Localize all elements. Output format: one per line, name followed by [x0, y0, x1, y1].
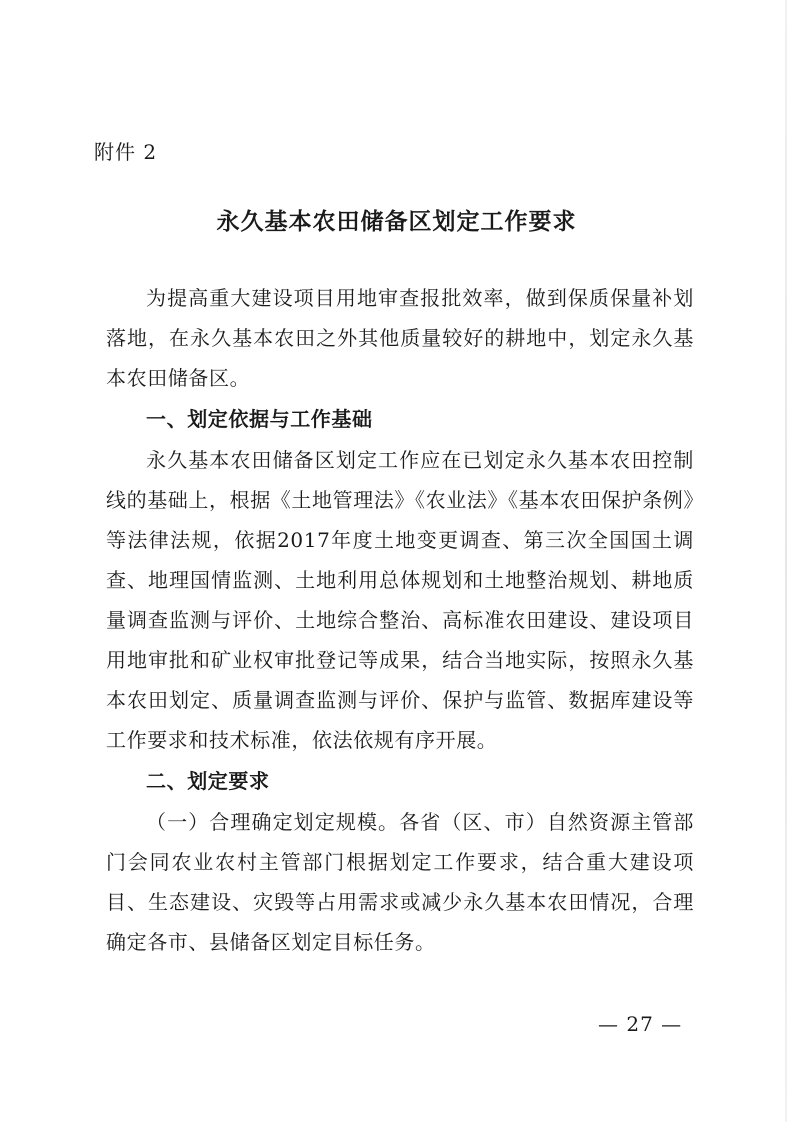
section-1-heading: 一、划定依据与工作基础	[146, 407, 373, 431]
page-number: — 27 —	[598, 1012, 683, 1036]
intro-paragraph: 为提高重大建设项目用地审查报批效率，做到保质保量补划落地，在永久基本农田之外其他质量较好的耕地中，划定永久基本农田储备区。	[106, 286, 694, 390]
section-1-paragraph: 永久基本农田储备区划定工作应在已划定永久基本农田控制线的基础上，根据《土地管理法》《农业法》《基本农田保护条例》等法律法规，依据2017年度土地变更调查、第三次全国国土调查、地理国情监测、土地利用总体规划和土地整治规划、耕地质量调查监测与评价、土地综合整治、高标准农田建设、建设项目用地审批和矿业权审批登记等成果，结合当地实际，按照永久基本农田划定、质量调查监测与评价、保护与监管、数据库建设等工作要求和技术标准，依法依规有序开展。	[106, 448, 694, 752]
document-body	[106, 278, 694, 962]
section-2-heading: 二、划定要求	[146, 769, 270, 793]
section-2-paragraph: （一）合理确定划定规模。各省（区、市）自然资源主管部门会同农业农村主管部门根据划定工作要求，结合重大建设项目、生态建设、灾毁等占用需求或减少永久基本农田情况，合理确定各市、县储备区划定目标任务。	[106, 810, 694, 954]
document-title: 永久基本农田储备区划定工作要求	[216, 208, 577, 235]
attachment-label: 附件 2	[94, 140, 158, 164]
page-edge-shadow	[785, 0, 787, 1122]
